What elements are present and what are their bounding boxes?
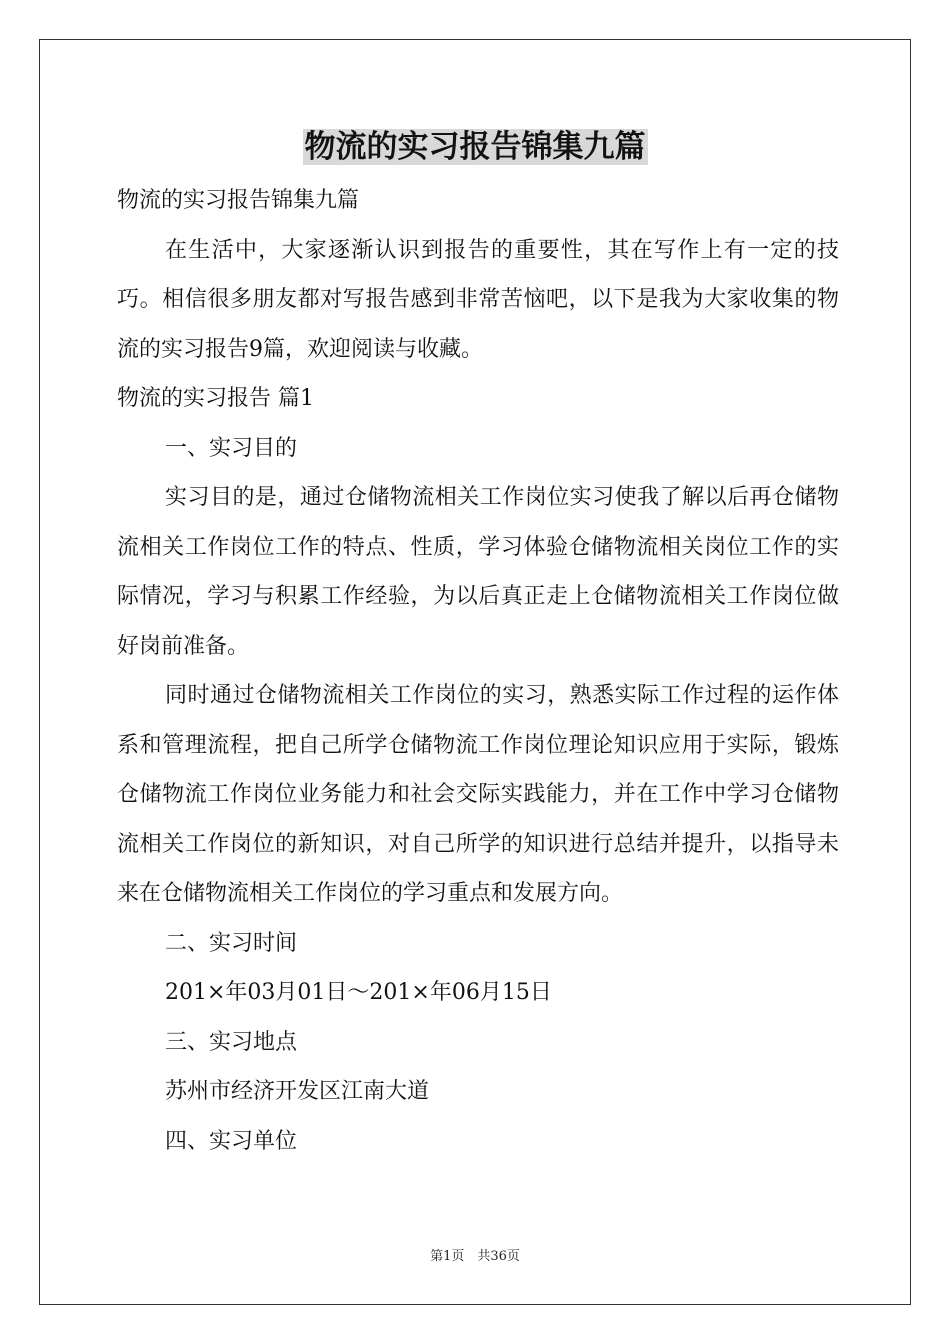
page-footer	[0, 1247, 950, 1267]
paragraph: 实习目的是，通过仓储物流相关工作岗位实习使我了解以后再仓储物流相关工作岗位工作的特点、性质，学习体验仓储物流相关岗位工作的实际情况，学习与积累工作经验，为以后真正走上仓储物流相关工作岗位做好岗前准备。	[117, 485, 839, 659]
paragraph: 同时通过仓储物流相关工作岗位的实习，熟悉实际工作过程的运作体系和管理流程，把自己所学仓储物流工作岗位理论知识应用于实际，锻炼仓储物流工作岗位业务能力和社会交际实践能力，并在工作中学习仓储物流相关工作岗位的新知识，对自己所学的知识进行总结并提升，以指导未来在仓储物流相关工作岗位的学习重点和发展方向。	[117, 683, 839, 906]
paragraph: 物流的实习报告锦集九篇	[117, 188, 360, 213]
paragraph: 二、实习时间	[165, 930, 298, 956]
document-body	[117, 176, 839, 1166]
page-number: 第1页 共36页	[430, 1249, 520, 1264]
paragraph: 苏州市经济开发区江南大道	[165, 1079, 430, 1104]
paragraph: 201×年03月01日～201×年06月15日	[165, 980, 552, 1005]
section-heading: 物流的实习报告 篇1	[117, 386, 314, 411]
paragraph: 一、实习目的	[165, 435, 298, 461]
page-title-text: 物流的实习报告锦集九篇	[304, 129, 646, 165]
paragraph: 四、实习单位	[165, 1128, 298, 1154]
paragraph: 在生活中，大家逐渐认识到报告的重要性，其在写作上有一定的技巧。相信很多朋友都对写报告感到非常苦恼吧，以下是我为大家收集的物流的实习报告9篇，欢迎阅读与收藏。	[117, 237, 839, 362]
page-title	[0, 124, 950, 170]
paragraph: 三、实习地点	[165, 1029, 298, 1055]
